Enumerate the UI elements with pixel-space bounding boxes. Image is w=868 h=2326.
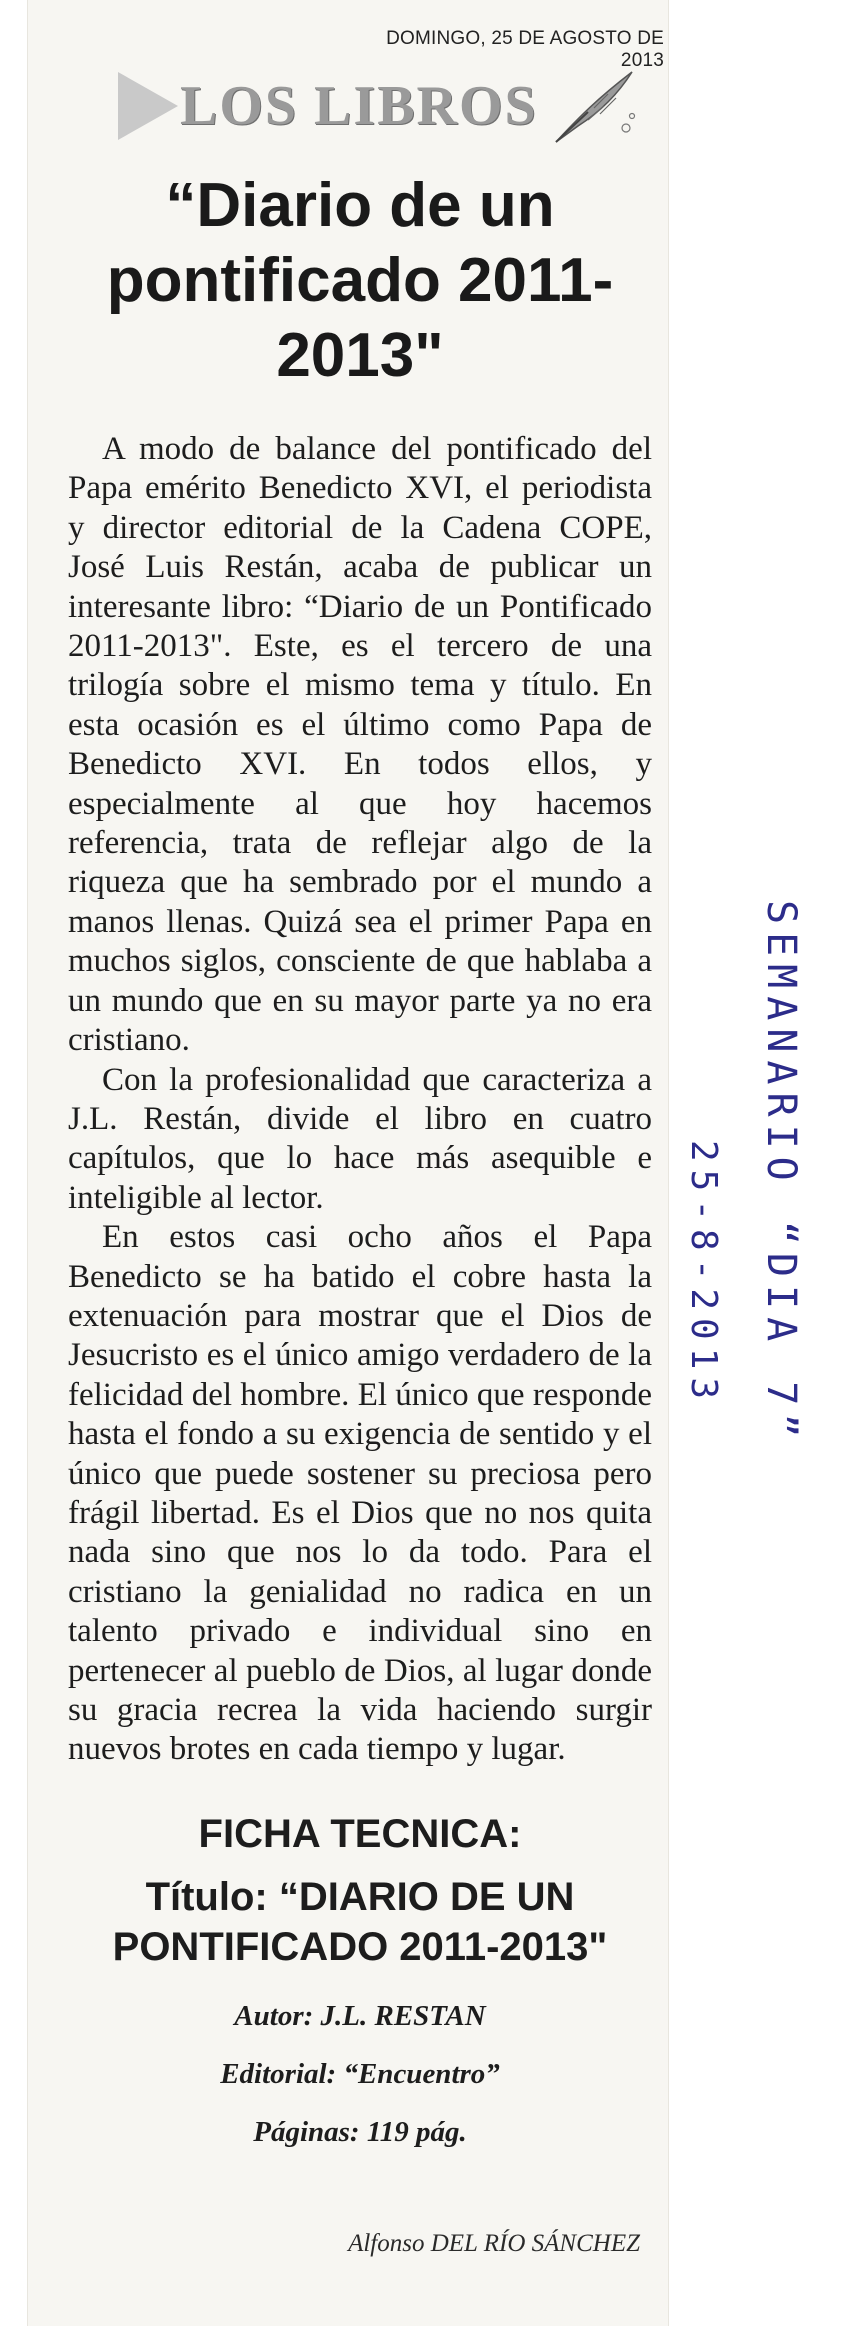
- article-headline: “Diario de un pontificado 2011-2013": [106, 171, 614, 390]
- paragraph: A modo de balance del pontificado del Papa emérito Benedicto XVI, el periodista y director editorial de la Cadena COPE, José Luis Restán, acaba de publicar un interesante libro: “Diario de un Pontificado 2011-2013". Este, es el tercero de una trilogía sobre el mismo tema y título. En esta ocasión es el último como Papa de Benedicto XVI. En todos ellos, y especialmente al que hoy hacemos referencia, trata de reflejar algo de la riqueza que ha sembrado por el mundo a manos llenas. Quizá sea el primer Papa en muchos siglos, consciente de que hablaba a un mundo que en su mayor parte ya no era cristiano.: [68, 431, 652, 1059]
- section-arrow-icon: [118, 72, 178, 140]
- article-body: [68, 430, 652, 1770]
- paragraph: Con la profesionalidad que caracteriza a J.L. Restán, divide el libro en cuatro capítulos, que lo hace más asequible e inteligible al lector.: [68, 1061, 652, 1216]
- book-details: [60, 1996, 660, 2170]
- ficha-tecnica: [60, 1808, 660, 1972]
- handwritten-note: [664, 900, 864, 1446]
- book-pages: Páginas: 119 pág.: [253, 2116, 467, 2148]
- section-title: LOS LIBROS: [180, 75, 538, 137]
- section-header: [118, 66, 638, 146]
- book-publisher: Editorial: “Encuentro”: [220, 2058, 500, 2090]
- author-byline: Alfonso DEL RÍO SÁNCHEZ: [348, 2230, 640, 2257]
- issue-date: DOMINGO, 25 DE AGOSTO DE 2013: [386, 28, 664, 71]
- paragraph: En estos casi ocho años el Papa Benedicto se ha batido el cobre hasta la extenuación para mostrar que el Dios de Jesucristo es el único amigo verdadero de la felicidad del hombre. El único que responde hasta el fondo a su exigencia de sentido y el único que puede sostener su preciosa pero frágil libertad. Es el Dios que no nos quita nada sino que nos lo da todo. Para el cristiano la genialidad no radica en un talento privado e individual sino en pertenecer al pueblo de Dios, al lugar donde su gracia recrea la vida haciendo surgir nuevos brotes en cada tiempo y lugar.: [68, 1219, 652, 1768]
- quill-icon: [548, 68, 638, 148]
- handwritten-date: 25-8-2013: [683, 1140, 724, 1408]
- ficha-titulo: Título: “DIARIO DE UN PONTIFICADO 2011-2013": [112, 1875, 608, 1969]
- handwritten-source: SEMANARIO “DIA 7”: [758, 900, 804, 1446]
- ficha-heading: FICHA TECNICA:: [198, 1812, 522, 1856]
- book-author: Autor: J.L. RESTAN: [234, 2000, 486, 2032]
